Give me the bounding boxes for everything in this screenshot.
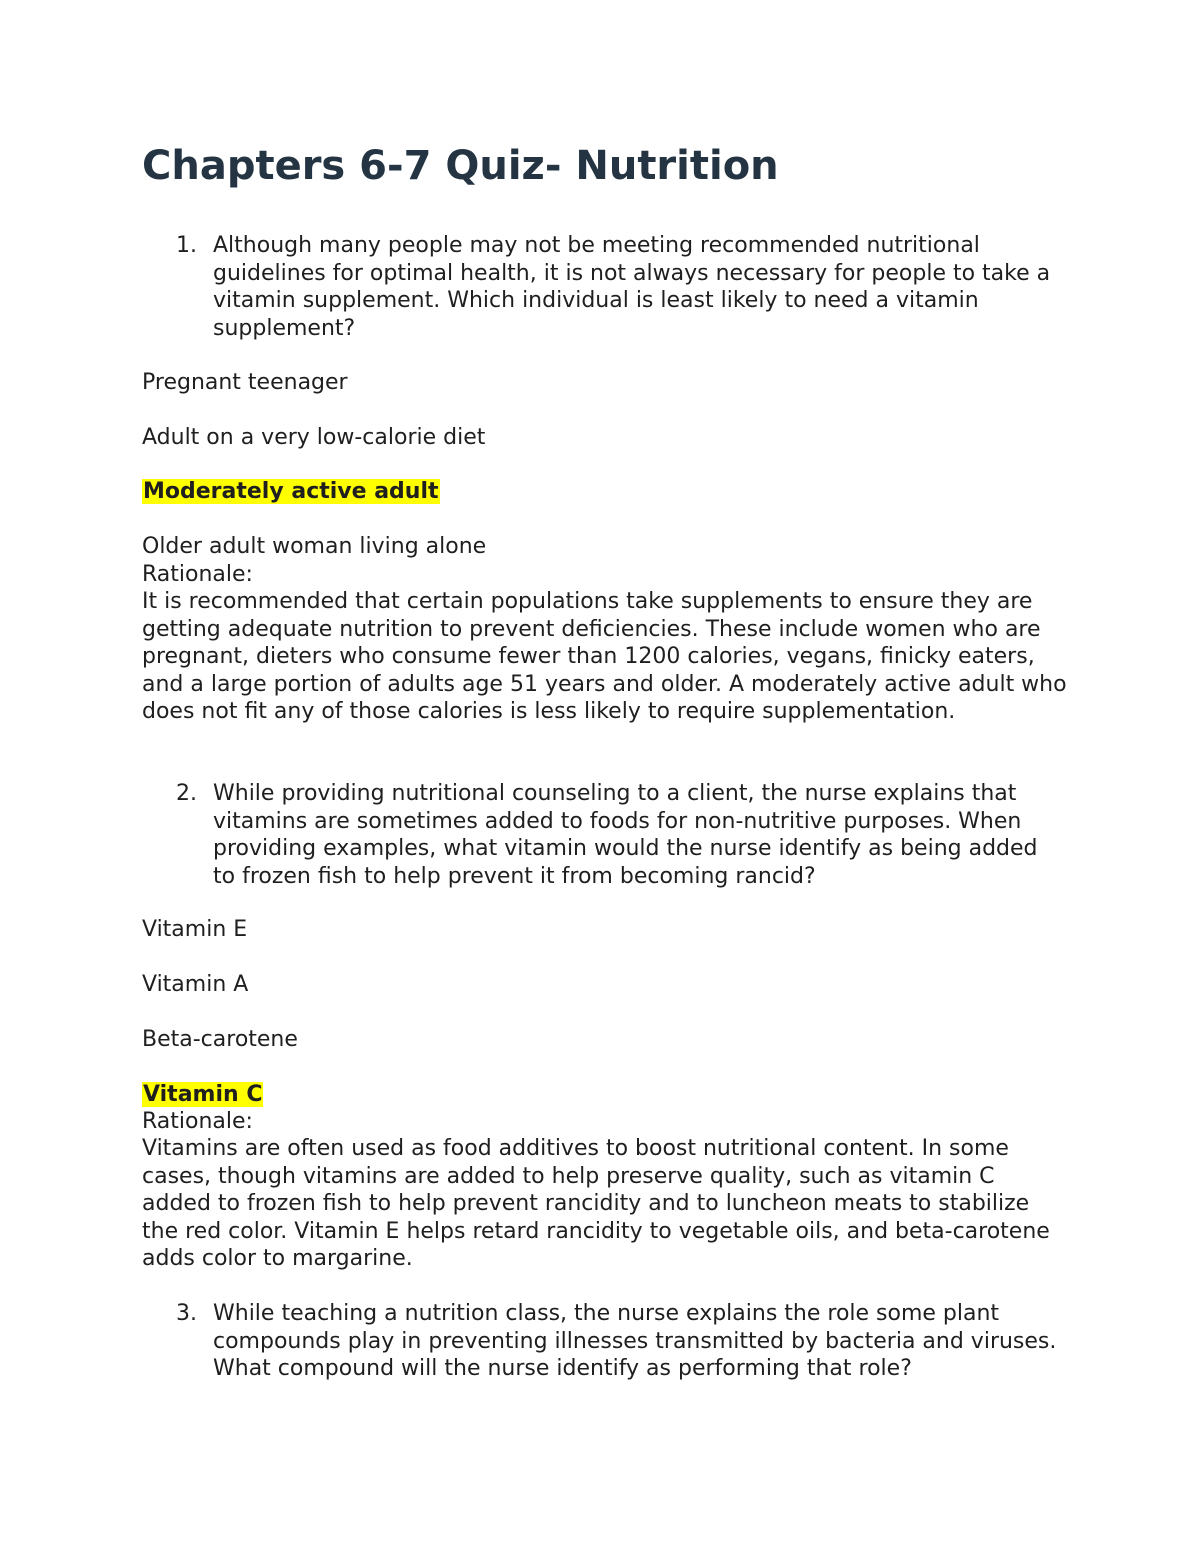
question-text: While teaching a nutrition class, the nurse explains the role some plant compounds play in preventing illnesses transmitted by bacteria and viruses. What compound will the nurse identify as performing that role? xyxy=(213,1301,1057,1381)
answer-option: Vitamin E xyxy=(142,917,248,942)
question-text: Although many people may not be meeting recommended nutritional guidelines for optimal health, it is not always necessary for people to take a vitamin supplement. Which individual is least likely to need a vitamin supplement? xyxy=(213,233,1051,341)
answer-option-correct xyxy=(142,478,440,506)
question-1 xyxy=(142,232,1062,342)
question-2 xyxy=(142,780,1062,890)
answer-option: Adult on a very low-calorie diet xyxy=(142,425,486,450)
answer-option: Beta-carotene xyxy=(142,1027,298,1052)
highlighted-answer: Vitamin C xyxy=(143,1082,263,1107)
rationale-label: Rationale: xyxy=(142,562,253,587)
question-number: 2. xyxy=(176,781,197,806)
answer-option: Pregnant teenager xyxy=(142,370,348,395)
answer-option: Vitamin A xyxy=(142,972,249,997)
rationale-text: Vitamins are often used as food additives to boost nutritional content. In some cases, though vitamins are added to help preserve quality, such as vitamin C added to frozen fish to help prevent rancidity and to luncheon meats to stabilize the red color. Vitamin E helps retard rancidity to vegetable oils, and beta-carotene adds color to margarine. xyxy=(142,1136,1050,1271)
rationale-label: Rationale: xyxy=(142,1109,253,1134)
question-text: While providing nutritional counseling to a client, the nurse explains that vitamins are sometimes added to foods for non-nutritive purposes. When providing examples, what vitamin would the nurse identify as being added to frozen fish to help prevent it from becoming rancid? xyxy=(213,781,1038,889)
rationale-text: It is recommended that certain populations take supplements to ensure they are getting adequate nutrition to prevent deficiencies. These include women who are pregnant, dieters who consume fewer than 1200 calories, vegans, finicky eaters, and a large portion of adults age 51 years and older. A moderately active adult who does not fit any of those calories is less likely to require supplementation. xyxy=(142,589,1067,724)
question-number: 1. xyxy=(176,233,197,258)
answer-option-correct xyxy=(142,1081,263,1109)
question-3 xyxy=(142,1300,1062,1383)
highlighted-answer: Moderately active adult xyxy=(143,479,439,504)
document-title: Chapters 6-7 Quiz- Nutrition xyxy=(142,143,779,189)
answer-option: Older adult woman living alone xyxy=(142,534,487,559)
question-number: 3. xyxy=(176,1301,197,1326)
